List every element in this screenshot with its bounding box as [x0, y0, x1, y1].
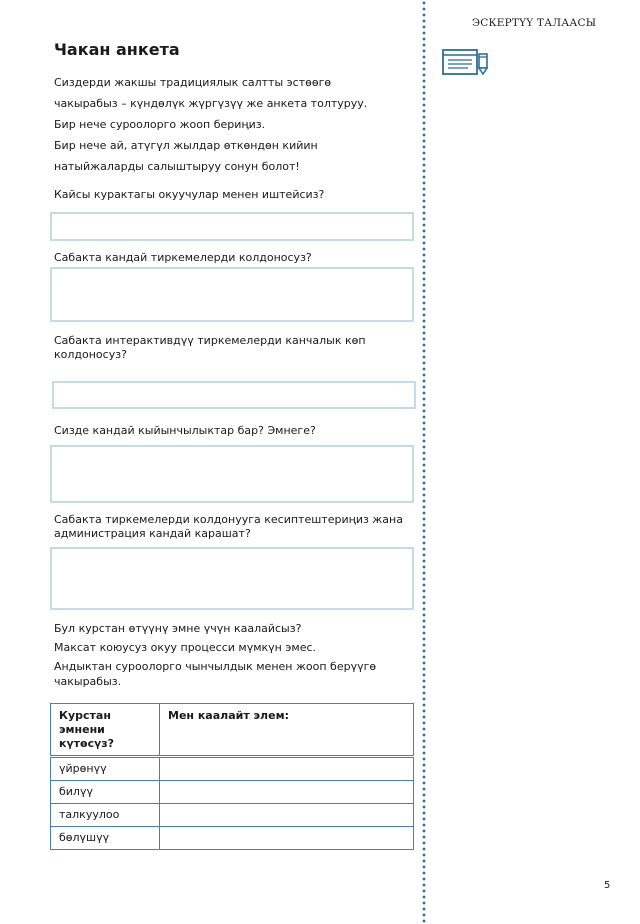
table-row [51, 804, 414, 827]
question-4: Сизде кандай кыйынчылыктар бар? Эмнеге? [54, 424, 316, 437]
notes-area-title: ЭСКЕРТҮҮ ТАЛААСЫ [472, 17, 597, 29]
row-label: бөлүшүү [51, 827, 160, 850]
expectations-table [50, 703, 414, 850]
intro-line: Бир нече ай, атүгүл жылдар өткөндөн кийин [54, 139, 318, 152]
intro-line: чакырабыз – күндөлүк жүргүзүү же анкета толтуруу. [54, 97, 368, 110]
question-3: Сабакта интерактивдүү тиркемелерди канчалык көп колдоносуз? [54, 334, 366, 361]
table-row [51, 781, 414, 804]
row-answer-cell[interactable] [160, 781, 414, 804]
question-5: Сабакта тиркемелерди колдонууга кесиптештериңиз жана администрация кандай карашат? [54, 513, 403, 540]
margin-divider [422, 0, 426, 924]
question-1: Кайсы курактагы окуучулар менен иштейсиз? [54, 188, 325, 201]
closing-line: Максат коюусуз окуу процесси мүмкүн эмес. [54, 641, 317, 654]
answer-field-2[interactable] [50, 267, 414, 322]
column-header-expectations: Курстан эмнени күтөсүз? [51, 704, 160, 757]
closing-line: Андыктан суроолорго чынчылдык менен жооп берүүгө чакырабыз. [54, 660, 377, 688]
answer-field-3[interactable] [52, 381, 416, 409]
row-answer-cell[interactable] [160, 827, 414, 850]
intro-line: натыйжаларды салыштыруу сонун болот! [54, 160, 300, 173]
table-row [51, 827, 414, 850]
row-answer-cell[interactable] [160, 804, 414, 827]
notepad-pen-icon [441, 46, 493, 76]
intro-text [54, 72, 414, 177]
table-row [51, 757, 414, 781]
intro-line: Бир нече суроолорго жооп бериңиз. [54, 118, 266, 131]
row-answer-cell[interactable] [160, 757, 414, 781]
row-label: үйрөнүү [51, 757, 160, 781]
answer-field-5[interactable] [50, 547, 414, 610]
answer-field-4[interactable] [50, 445, 414, 503]
intro-line: Сиздерди жакшы традициялык салтты эстөөгө [54, 76, 332, 89]
question-2: Сабакта кандай тиркемелерди колдоносуз? [54, 251, 312, 264]
page-number: 5 [604, 880, 611, 891]
row-label: билүү [51, 781, 160, 804]
column-header-wish: Мен каалайт элем: [160, 704, 414, 757]
row-label: талкуулоо [51, 804, 160, 827]
closing-line: Бул курстан өтүүнү эмне үчүн каалайсыз? [54, 622, 302, 635]
page-title: Чакан анкета [54, 40, 180, 59]
answer-field-1[interactable] [50, 212, 414, 241]
closing-text [54, 621, 414, 693]
table-header-row [51, 704, 414, 757]
